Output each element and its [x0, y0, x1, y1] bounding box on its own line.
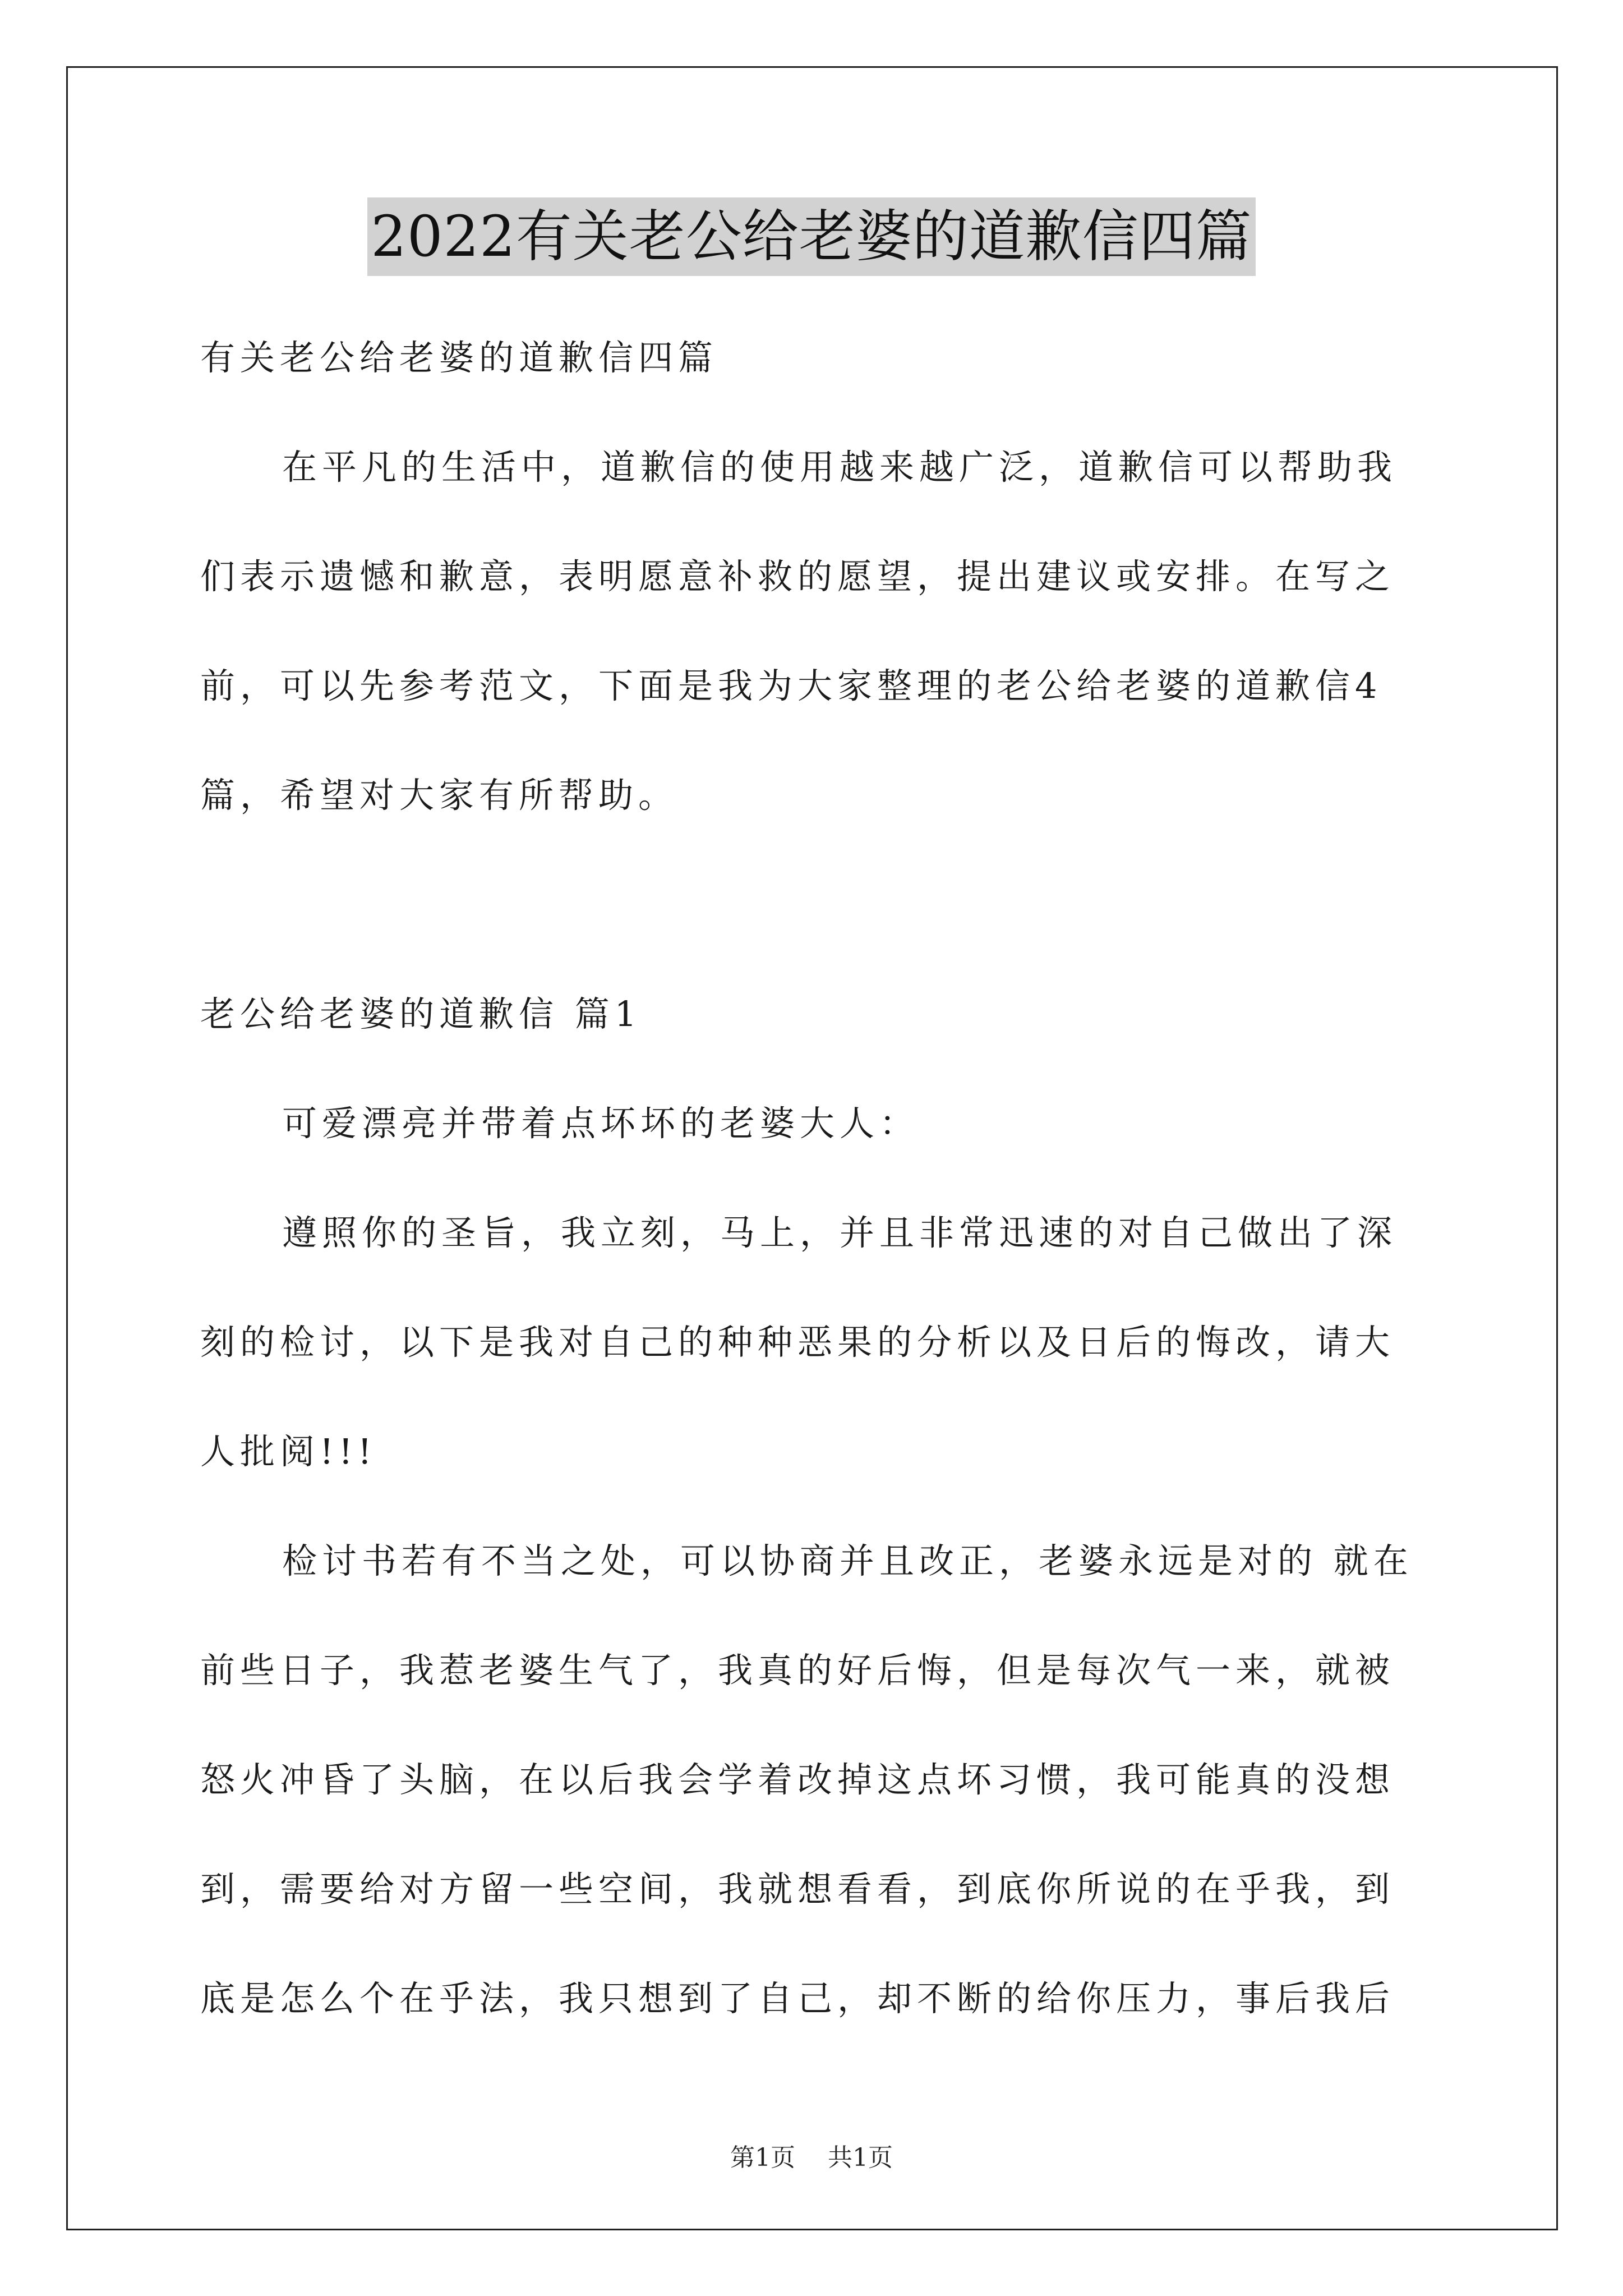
blank-line	[200, 850, 1428, 959]
text-line: 怒火冲昏了头脑，在以后我会学着改掉这点坏习惯，我可能真的没想	[200, 1759, 1395, 1800]
text-line: 篇，希望对大家有所帮助。	[200, 775, 679, 816]
text-line: 检讨书若有不当之处，可以协商并且改正，老婆永远是对的 就在	[282, 1540, 1413, 1581]
text-line: 刻的检讨，以下是我对自己的种种恶果的分析以及日后的悔改，请大	[200, 1322, 1395, 1363]
text-line: 有关老公给老婆的道歉信四篇	[200, 337, 718, 378]
text-line: 前，可以先参考范文，下面是我为大家整理的老公给老婆的道歉信4	[200, 665, 1382, 706]
page-total: 共1页	[828, 2143, 893, 2172]
text-line: 老公给老婆的道歉信 篇1	[200, 993, 642, 1034]
text-line: 到，需要给对方留一些空间，我就想看看，到底你所说的在乎我，到	[200, 1869, 1395, 1910]
document-body	[200, 303, 1428, 2053]
text-line: 遵照你的圣旨，我立刻，马上，并且非常迅速的对自己做出了深	[282, 1212, 1398, 1253]
text-line: 人批阅!!!	[200, 1431, 377, 1472]
document-title: 2022有关老公给老婆的道歉信四篇	[367, 197, 1256, 276]
page-number: 第1页	[730, 2143, 795, 2172]
text-line: 们表示遗憾和歉意，表明愿意补救的愿望，提出建议或安排。在写之	[200, 556, 1395, 597]
text-line: 在平凡的生活中，道歉信的使用越来越广泛，道歉信可以帮助我	[282, 447, 1398, 487]
text-line: 可爱漂亮并带着点坏坏的老婆大人：	[282, 1103, 920, 1144]
text-line: 底是怎么个在乎法，我只想到了自己，却不断的给你压力，事后我后	[200, 1978, 1395, 2019]
text-line: 前些日子，我惹老婆生气了，我真的好后悔，但是每次气一来，就被	[200, 1650, 1395, 1691]
page-footer	[0, 2137, 1623, 2173]
title-container	[0, 197, 1623, 276]
